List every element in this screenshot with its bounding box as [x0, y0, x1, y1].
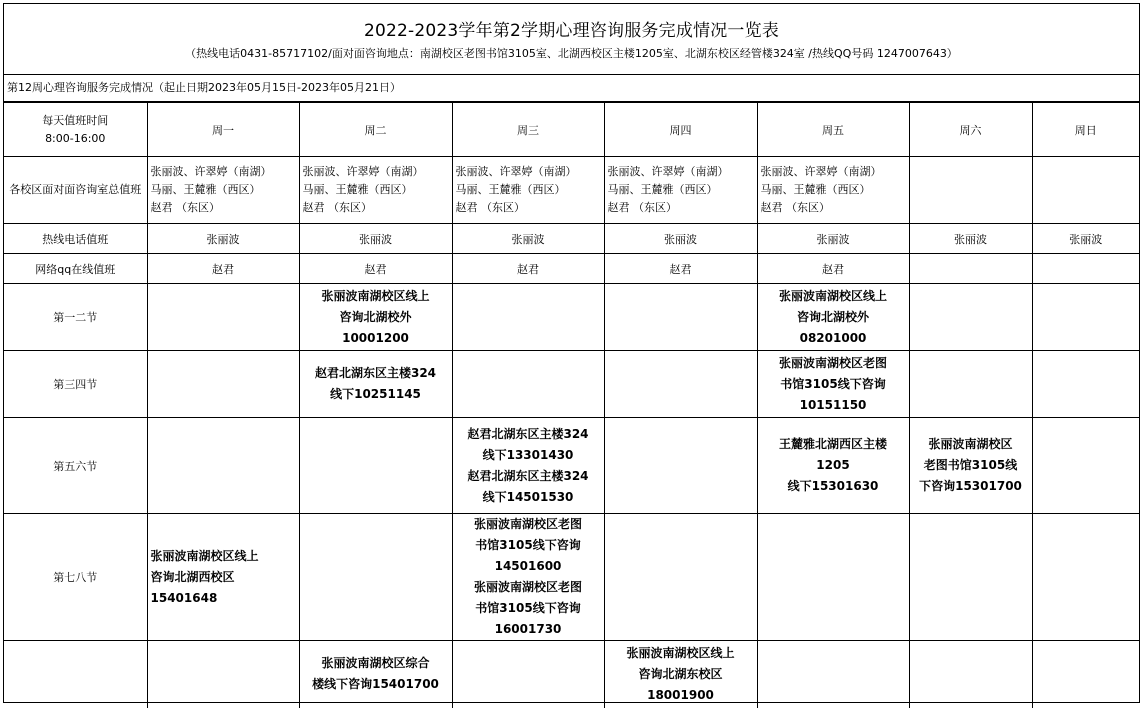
session-cell: 赵君北湖东区主楼324 线下13301430 赵君北湖东区主楼324 线下14501530 — [452, 418, 604, 514]
row-label: 第五六节 — [4, 418, 147, 514]
hotline-row — [4, 224, 1139, 254]
session-cell — [1032, 284, 1139, 351]
day-header-sat: 周六 — [909, 103, 1032, 157]
onsite-cell — [909, 157, 1032, 224]
sheet-subtitle: （热线电话0431-85717102/面对面咨询地点：南湖校区老图书馆3105室、北湖西校区主楼1205室、北湖东校区经管楼324室 /热线QQ号码 1247007643） — [185, 47, 958, 60]
evening-row — [4, 641, 1139, 708]
session-cell — [299, 418, 452, 514]
row-label: 第一二节 — [4, 284, 147, 351]
row-label: 第三四节 — [4, 351, 147, 418]
hotline-cell: 张丽波 — [757, 224, 909, 254]
hotline-cell: 张丽波 — [1032, 224, 1139, 254]
session-cell: 赵君北湖东区主楼324 线下10251145 — [299, 351, 452, 418]
session-cell — [147, 351, 299, 418]
session-cell — [147, 418, 299, 514]
qq-cell: 赵君 — [757, 254, 909, 284]
session-cell — [452, 284, 604, 351]
qq-cell — [1032, 254, 1139, 284]
onsite-cell: 张丽波、许翠婷（南湖） 马丽、王麓雅（西区） 赵君 （东区） — [452, 157, 604, 224]
session-cell — [909, 514, 1032, 641]
onsite-cell: 张丽波、许翠婷（南湖） 马丽、王麓雅（西区） 赵君 （东区） — [757, 157, 909, 224]
onsite-cell: 张丽波、许翠婷（南湖） 马丽、王麓雅（西区） 赵君 （东区） — [299, 157, 452, 224]
session-cell — [299, 514, 452, 641]
hotline-cell: 张丽波 — [604, 224, 757, 254]
day-header-fri: 周五 — [757, 103, 909, 157]
day-header-thu: 周四 — [604, 103, 757, 157]
qq-cell: 赵君 — [452, 254, 604, 284]
session-cell: 张丽波南湖校区线上 咨询北湖校外 10001200 — [299, 284, 452, 351]
session-cell — [147, 641, 299, 708]
onsite-cell: 张丽波、许翠婷（南湖） 马丽、王麓雅（西区） 赵君 （东区） — [147, 157, 299, 224]
session-cell — [452, 351, 604, 418]
row-label: 热线电话值班 — [4, 224, 147, 254]
session-cell — [1032, 418, 1139, 514]
session-cell: 张丽波南湖校区 老图书馆3105线 下咨询15301700 — [909, 418, 1032, 514]
onsite-cell — [1032, 157, 1139, 224]
session-cell — [147, 284, 299, 351]
session-cell: 张丽波南湖校区线上 咨询北湖东校区 18001900 — [604, 641, 757, 708]
session-cell: 张丽波南湖校区线上 咨询北湖西校区 15401648 — [147, 514, 299, 641]
session-cell: 张丽波南湖校区综合 楼线下咨询15401700 — [299, 641, 452, 708]
row-label: 第七八节 — [4, 514, 147, 641]
session-cell — [909, 641, 1032, 708]
period-5-6-row — [4, 418, 1139, 514]
session-cell — [1032, 641, 1139, 708]
session-cell — [1032, 351, 1139, 418]
hotline-cell: 张丽波 — [909, 224, 1032, 254]
schedule-table — [4, 102, 1139, 708]
qq-cell: 赵君 — [604, 254, 757, 284]
hotline-cell: 张丽波 — [299, 224, 452, 254]
row-label: 各校区面对面咨询室总值班 — [4, 157, 147, 224]
period-1-2-row — [4, 284, 1139, 351]
session-cell — [604, 514, 757, 641]
onsite-duty-row — [4, 157, 1139, 224]
day-header-sun: 周日 — [1032, 103, 1139, 157]
session-cell: 张丽波南湖校区老图 书馆3105线下咨询 14501600 张丽波南湖校区老图 书馆3105线下咨询 16001730 — [452, 514, 604, 641]
session-cell — [604, 418, 757, 514]
row-label: 网络qq在线值班 — [4, 254, 147, 284]
qq-cell: 赵君 — [147, 254, 299, 284]
schedule-sheet — [3, 3, 1140, 703]
period-7-8-row — [4, 514, 1139, 641]
day-header-mon: 周一 — [147, 103, 299, 157]
day-header-tue: 周二 — [299, 103, 452, 157]
session-cell — [909, 284, 1032, 351]
duty-time-header: 每天值班时间 8:00-16:00 — [4, 103, 147, 157]
row-label — [4, 641, 147, 708]
session-cell — [757, 641, 909, 708]
hotline-cell: 张丽波 — [147, 224, 299, 254]
title-block — [4, 4, 1139, 75]
hotline-cell: 张丽波 — [452, 224, 604, 254]
session-cell — [452, 641, 604, 708]
qq-row — [4, 254, 1139, 284]
qq-cell: 赵君 — [299, 254, 452, 284]
day-header-wed: 周三 — [452, 103, 604, 157]
session-cell: 王麓雅北湖西区主楼 1205 线下15301630 — [757, 418, 909, 514]
session-cell — [909, 351, 1032, 418]
session-cell — [604, 351, 757, 418]
session-cell: 张丽波南湖校区线上 咨询北湖校外 08201000 — [757, 284, 909, 351]
session-cell — [757, 514, 909, 641]
sheet-title: 2022-2023学年第2学期心理咨询服务完成情况一览表 — [363, 21, 780, 41]
session-cell — [1032, 514, 1139, 641]
header-row — [4, 103, 1139, 157]
session-cell — [604, 284, 757, 351]
onsite-cell: 张丽波、许翠婷（南湖） 马丽、王麓雅（西区） 赵君 （东区） — [604, 157, 757, 224]
period-3-4-row — [4, 351, 1139, 418]
session-cell: 张丽波南湖校区老图 书馆3105线下咨询 10151150 — [757, 351, 909, 418]
week-info: 第12周心理咨询服务完成情况（起止日期2023年05月15日-2023年05月21日） — [4, 74, 1139, 102]
qq-cell — [909, 254, 1032, 284]
